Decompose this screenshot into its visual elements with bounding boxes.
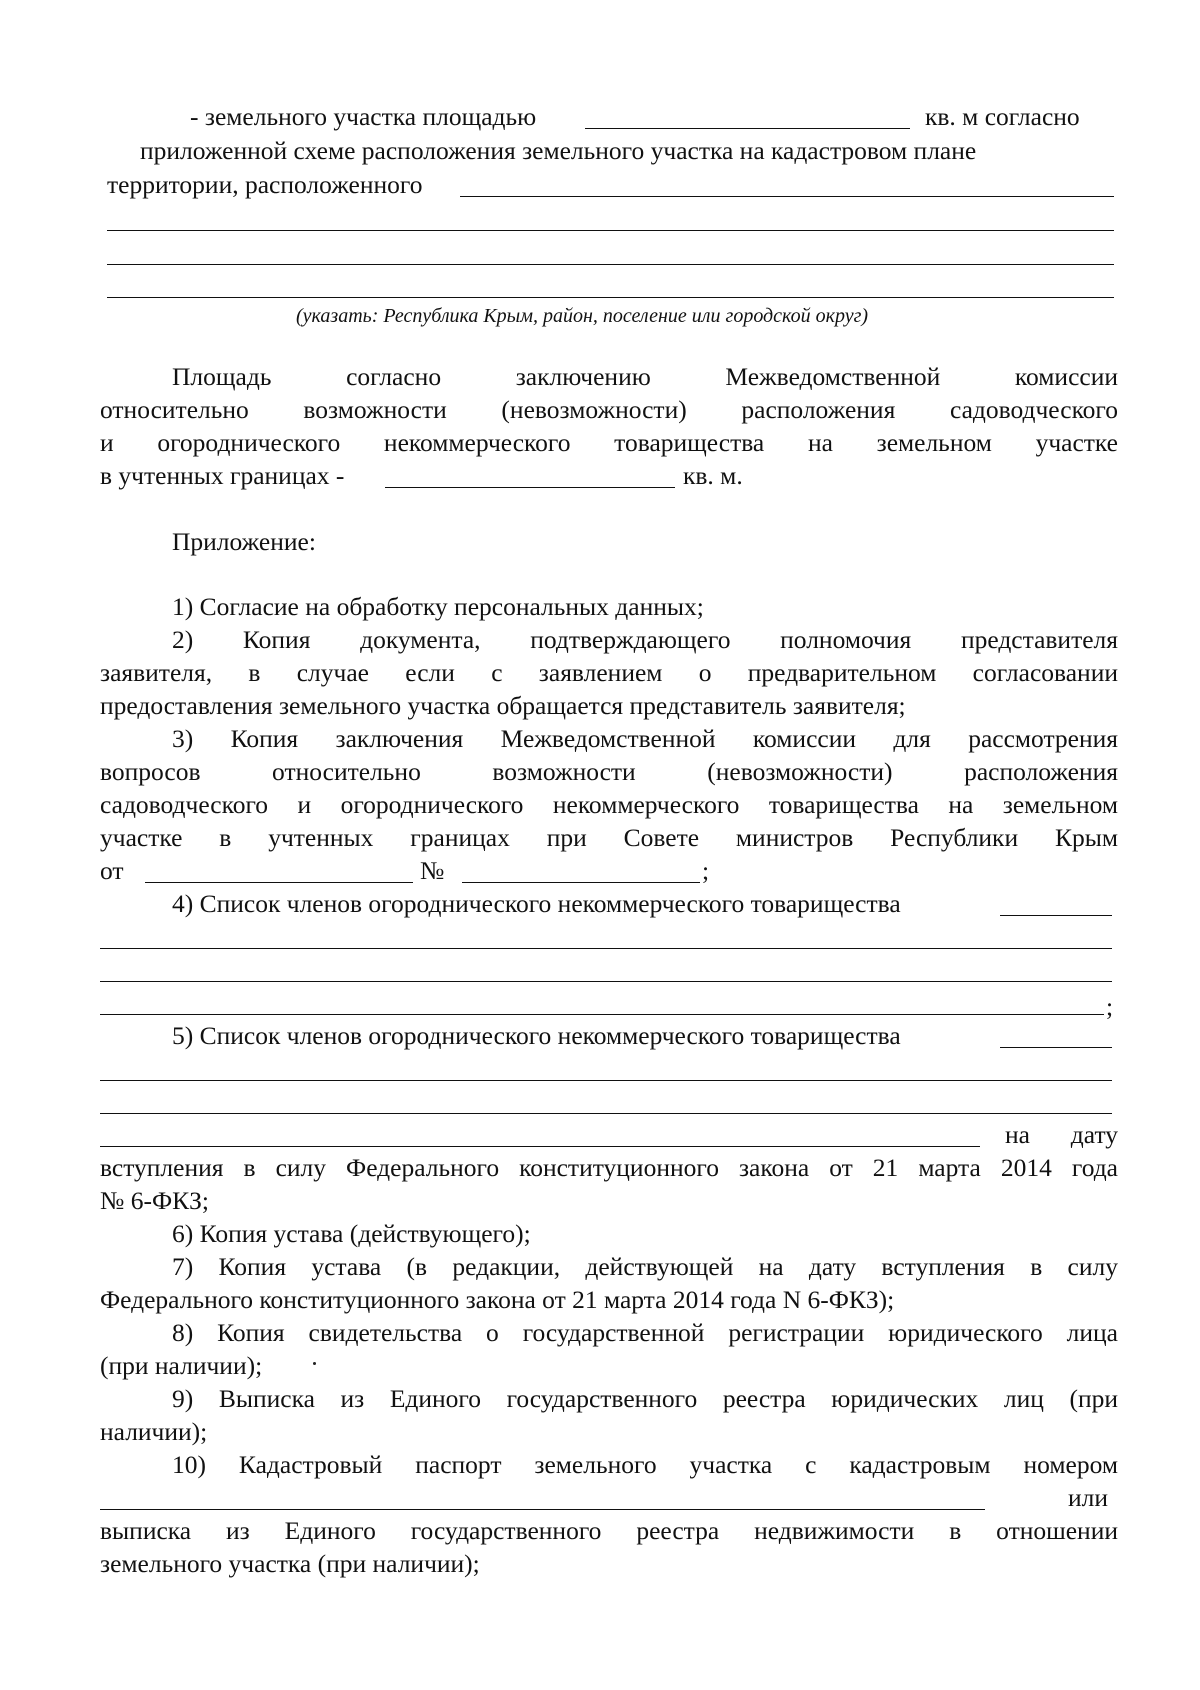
- appendix-item-5-line: № 6-ФКЗ;: [100, 1186, 209, 1215]
- appendix-item-7-line: Федерального конституционного закона от 21 марта 2014 года N 6-ФКЗ);: [100, 1285, 895, 1314]
- members-list-blank: [100, 1113, 1112, 1114]
- members-list-blank: [100, 1014, 1104, 1015]
- conclusion-number-label: №: [420, 856, 445, 885]
- appendix-item-5-line: 5) Список членов огороднического некоммерческого товарищества: [172, 1021, 901, 1050]
- plot-area-blank: [585, 128, 910, 129]
- location-blank-line: [107, 297, 1114, 298]
- conclusion-date-blank: [145, 882, 413, 883]
- item-3-terminator: ;: [702, 856, 710, 885]
- appendix-item-9-line: наличии);: [100, 1417, 208, 1446]
- appendix-item-2-line: заявителя, в случае если с заявлением о предварительном согласовании: [100, 658, 1118, 687]
- members-list-blank: [1000, 915, 1112, 916]
- item-4-terminator: ;: [1106, 992, 1114, 1021]
- members-list-blank: [100, 1080, 1112, 1081]
- appendix-item-6: 6) Копия устава (действующего);: [172, 1219, 531, 1248]
- plot-area-label: - земельного участка площадью: [190, 102, 537, 131]
- appendix-title: Приложение:: [172, 527, 316, 556]
- area-paragraph-line: Площадь согласно заключению Межведомственной комиссии: [172, 362, 1118, 391]
- appendix-item-1: 1) Согласие на обработку персональных данных;: [172, 592, 704, 621]
- appendix-item-8-line: 8) Копия свидетельства о государственной регистрации юридического лица: [172, 1318, 1118, 1347]
- area-boundaries-unit: кв. м.: [683, 461, 743, 490]
- area-paragraph-line: и огороднического некоммерческого товарищества на земельном участке: [100, 428, 1118, 457]
- members-list-blank: [100, 1146, 980, 1147]
- area-paragraph-line: относительно возможности (невозможности) расположения садоводческого: [100, 395, 1118, 424]
- cadastral-number-blank: [100, 1509, 985, 1510]
- appendix-item-3-line: участке в учтенных границах при Совете министров Республики Крым: [100, 823, 1118, 852]
- appendix-item-10-line: земельного участка (при наличии);: [100, 1549, 480, 1578]
- appendix-item-4-line: 4) Список членов огороднического некоммерческого товарищества: [172, 889, 901, 918]
- plot-scheme-text: приложенной схеме расположения земельного участка на кадастровом плане: [140, 136, 977, 165]
- appendix-item-10-line: выписка из Единого государственного реестра недвижимости в отношении: [100, 1516, 1118, 1545]
- location-blank-line: [107, 230, 1114, 231]
- appendix-item-8-line: (при наличии);: [100, 1351, 263, 1380]
- appendix-item-3-line: вопросов относительно возможности (невозможности) расположения: [100, 757, 1118, 786]
- members-list-blank: [100, 981, 1112, 982]
- plot-location-blank: [460, 196, 1114, 197]
- or-label: или: [1068, 1483, 1109, 1512]
- appendix-item-10-line: 10) Кадастровый паспорт земельного участка с кадастровым номером: [172, 1450, 1118, 1479]
- location-blank-line: [107, 264, 1114, 265]
- plot-location-label: территории, расположенного: [107, 170, 423, 199]
- appendix-item-7-line: 7) Копия устава (в редакции, действующей на дату вступления в силу: [172, 1252, 1118, 1281]
- location-hint: (указать: Республика Крым, район, поселение или городской округ): [296, 305, 869, 327]
- appendix-item-5-line: вступления в силу Федерального конституционного закона от 21 марта 2014 года: [100, 1153, 1118, 1182]
- appendix-item-2-line: 2) Копия документа, подтверждающего полномочия представителя: [172, 625, 1118, 654]
- plot-area-unit: кв. м согласно: [925, 102, 1080, 131]
- conclusion-number-blank: [462, 882, 700, 883]
- appendix-item-3-line: 3) Копия заключения Межведомственной комиссии для рассмотрения: [172, 724, 1118, 753]
- on-date-label: на дату: [1005, 1120, 1118, 1149]
- members-list-blank: [100, 948, 1112, 949]
- appendix-item-2-line: предоставления земельного участка обращается представитель заявителя;: [100, 691, 906, 720]
- area-boundaries-label: в учтенных границах -: [100, 461, 345, 490]
- members-list-blank: [1000, 1047, 1112, 1048]
- scan-speck: [313, 1362, 316, 1365]
- area-boundaries-blank: [385, 487, 675, 488]
- appendix-item-9-line: 9) Выписка из Единого государственного реестра юридических лиц (при: [172, 1384, 1118, 1413]
- appendix-item-3-line: садоводческого и огороднического некоммерческого товарищества на земельном: [100, 790, 1118, 819]
- conclusion-date-label: от: [100, 856, 124, 885]
